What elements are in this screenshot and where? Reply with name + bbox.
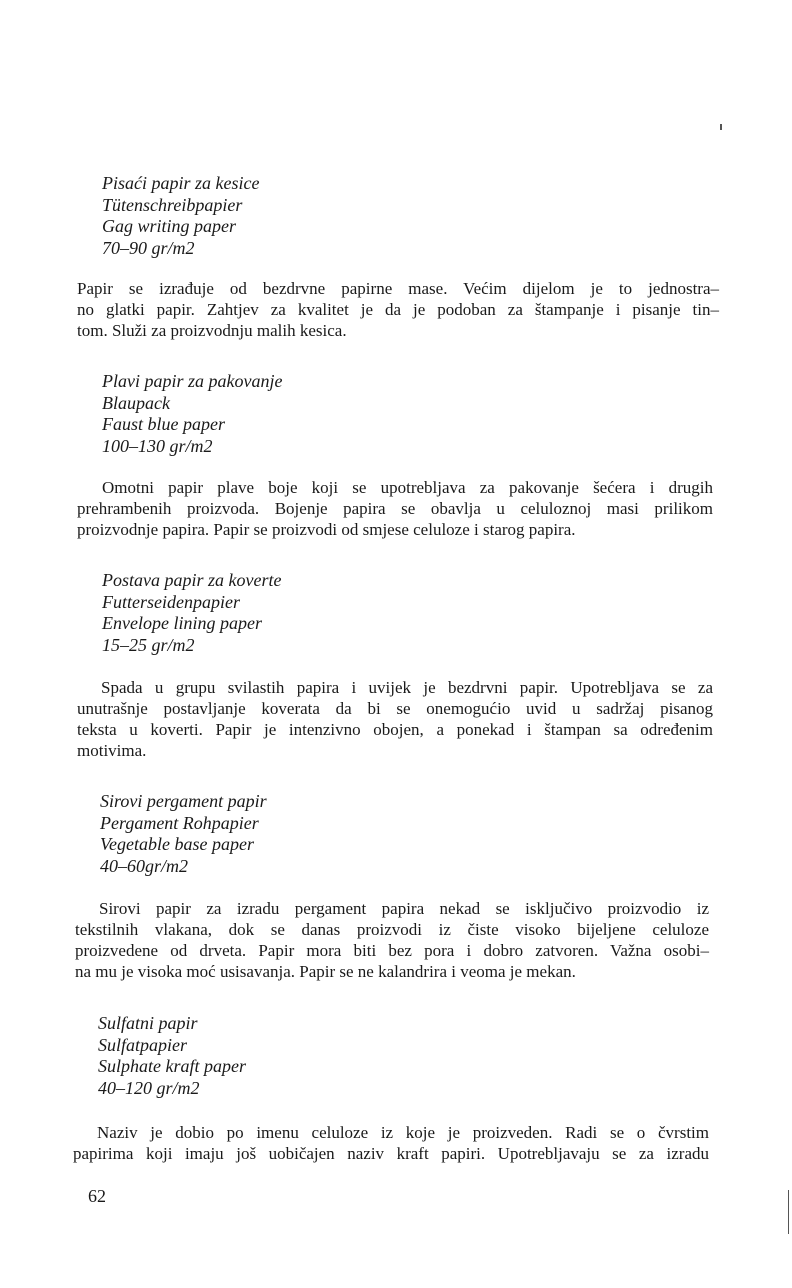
title-bosnian: Plavi papir za pakovanje [102,371,283,391]
grammage: 15–25 gr/m2 [102,634,195,655]
paragraph-line: na mu je visoka moć usisavanja. Papir se ne kalandrira i veoma je mekan. [75,962,576,981]
title-german: Blaupack [102,392,170,413]
entry-paragraph [77,278,719,341]
grammage: 100–130 gr/m2 [102,435,213,456]
entry-heading [102,570,281,656]
paragraph-line: Spada u grupu svilastih papira i uvijek je bezdrvni papir. Upotrebljava se za [101,678,713,697]
entry-heading [102,173,259,259]
scan-speck [720,124,722,130]
title-german: Futterseidenpapier [102,591,240,612]
paragraph-line: teksta u koverti. Papir je intenzivno obojen, a ponekad i štampan sa određenim [77,720,713,739]
paragraph-line: Naziv je dobio po imenu celuloze iz koje je proizveden. Radi se o čvrstim [97,1123,709,1142]
title-english: Gag writing paper [102,216,237,236]
grammage: 40–120 gr/m2 [98,1077,200,1098]
page-number: 62 [88,1186,106,1206]
entry-paragraph [77,677,713,761]
paragraph-line: prehrambenih proizvoda. Bojenje papira se obavlja u celuloznoj masi prilikom [77,499,713,518]
entry-heading [98,1013,246,1099]
paragraph-line: unutrašnje postavljanje koverata da bi se onemogućio uvid u sadržaj pisanog [77,699,713,718]
title-english: Envelope lining paper [102,613,262,633]
title-german: Sulfatpapier [98,1034,187,1055]
paragraph-line: proizvedene od drveta. Papir mora biti bez pora i dobro zatvoren. Važna osobi– [75,941,709,960]
title-bosnian: Sirovi pergament papir [100,791,267,811]
paragraph-line: Papir se izrađuje od bezdrvne papirne mase. Većim dijelom je to jednostra– [77,279,719,298]
title-english: Vegetable base paper [100,834,254,854]
title-bosnian: Sulfatni papir [98,1013,198,1033]
entry-paragraph [77,477,713,540]
paragraph-line: motivima. [77,741,147,760]
title-english: Faust blue paper [102,414,225,434]
scan-edge-line [788,1190,789,1234]
title-english: Sulphate kraft paper [98,1056,246,1076]
title-german: Tütenschreibpapier [102,194,243,215]
grammage: 70–90 gr/m2 [102,237,195,258]
paragraph-line: Sirovi papir za izradu pergament papira nekad se isključivo proizvodio iz [99,899,709,918]
title-german: Pergament Rohpapier [100,812,259,833]
title-bosnian: Postava papir za koverte [102,570,282,590]
paragraph-line: papirima koji imaju još uobičajen naziv kraft papiri. Upotrebljavaju se za izradu [73,1144,709,1163]
paragraph-line: tom. Služi za proizvodnju malih kesica. [77,321,347,340]
paragraph-line: proizvodnje papira. Papir se proizvodi od smjese celuloze i starog papira. [77,520,576,539]
entry-paragraph [75,898,709,982]
grammage: 40–60gr/m2 [100,855,189,876]
entry-heading [102,371,282,457]
entry-heading [100,791,267,877]
title-bosnian: Pisaći papir za kesice [102,173,260,193]
paragraph-line: no glatki papir. Zahtjev za kvalitet je da je podoban za štampanje i pisanje tin– [77,300,719,319]
paragraph-line: Omotni papir plave boje koji se upotrebljava za pakovanje šećera i drugih [102,478,713,497]
paragraph-line: tekstilnih vlakana, dok se danas proizvodi iz čiste visoko bijeljene celuloze [75,920,709,939]
entry-paragraph [73,1122,709,1164]
